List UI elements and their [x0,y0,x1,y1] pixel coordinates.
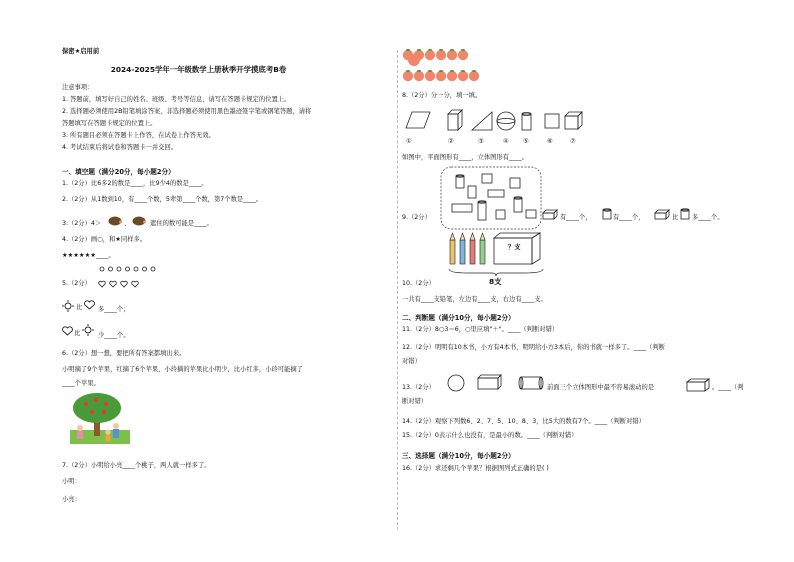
question-10-label: 10.（2分） [402,280,435,287]
exam-title: 2024-2025学年一年级数学上册秋季开学摸底考B卷 [110,65,287,74]
question-5-than: 比 [76,304,83,311]
question-5-less: 少____个。 [98,332,130,339]
cuboid-icon [542,210,558,220]
question-4: 4.（2分）画○，和★同样多。 [62,236,147,243]
note-line: 3. 所有题目必须在答题卡上作答，在试卷上作答无效。 [62,132,215,139]
question-15: 15.（2分）0表示什么也没有，是最小的数。____（判断对错） [402,432,578,439]
question-6-title: 6.（2分）想一想，要把所有答案都填出来。 [62,350,186,357]
block-pile [440,166,542,230]
sun-icon [82,324,94,336]
shape-number: ⑤ [523,138,529,145]
notes-header: 注意事项： [62,84,94,91]
heart-row [98,280,150,288]
question-6-blank: ____个苹果。 [62,380,100,387]
question-6-body: 小明摘了9个苹果，红摘了6个苹果，小玲摘的苹果比小明少，比小红多，小玲可能摘了 [62,366,303,373]
question-2: 2.（2分）从1数到10，有____个数，5辈第____个数，第7个数是____。 [62,196,263,203]
note-line: 1. 答题前，填写好自己的姓名、班级、考号等信息，请写在答题卡规定的位置上。 [62,96,291,103]
question-5-label: 5.（2分） [62,280,91,287]
question-9-you: 有____个， [560,214,592,221]
question-16: 16.（2分）求还剩几个苹果？根据图列式正确的是( ) [402,465,549,472]
cuboid-icon [686,378,710,392]
peach-rows [402,48,478,86]
question-7-xiaoming: 小明： [62,478,81,485]
shape-row [402,108,582,134]
total-brace [448,268,544,276]
question-12-end: 对错） [402,358,421,365]
question-11: 11.（2分）8○3＝6，○里应填"＋"。____（判断对错） [402,326,559,333]
shape-number: ③ [478,138,484,145]
hedgehog-icon [108,214,122,226]
question-13-text: 前面三个立体图形中最不容易滚动的是 [547,384,655,391]
question-5-than2: 比 [74,330,81,337]
cylinder-icon [602,208,612,220]
question-1: 1.（2分）比6多2的数是____，比9少4的数是____。 [62,180,208,187]
box-question-mark: ？支 [508,244,521,251]
question-13-end: 。____（判 [712,384,744,391]
question-9-you2: 有____个， [613,214,645,221]
note-line: 2. 选择题必须使用2B铅笔填涂答案，非选择题必须使用黑色墨迹签字笔或钢笔答题，请将 [62,108,312,115]
question-9-label: 9.（2分） [402,214,431,221]
question-7: 7.（2分）小明给小亮____个桃子，两人就一样多了。 [62,462,211,469]
question-7-xiaoliang: 小亮： [62,496,81,503]
shape-number: ⑦ [570,138,576,145]
sun-row [98,265,158,273]
shape-number: ④ [503,138,509,145]
question-10: 一共有____支铅笔，左边有____支，右边有____支。 [402,296,547,303]
section-title-choice: 三、选择题（满分10分，每小题2分） [402,452,515,460]
section-title-judge: 二、判断题（满分10分，每小题2分） [402,314,515,322]
note-line: 答题填写在答题卡规定的位置上。 [62,120,157,127]
question-14: 14.（2分）观察下列数6、2、7、5、10、8、3，比5大的数有7个。____（判断对错） [402,418,645,425]
apple-tree-picture [70,392,130,444]
question-8: 8.（2分）分一分，填一填。 [402,92,482,99]
heart-icon [62,326,73,336]
shape-number: ② [448,138,454,145]
question-5-more: 多____个； [98,306,130,313]
section-title-fill: 一、填空题（满分20分，每小题2分） [62,168,175,176]
question-9-duo: 多____个。 [692,214,724,221]
question-3-text: 3.（2分）4＞ [62,220,102,227]
total-label: 8支 [489,277,502,286]
question-13-end2: 断对错） [402,398,428,405]
question-9-bi: 比 [672,214,679,221]
question-12: 12.（2分）明明有10本书，小方有4本书，明明给小方3本后，你的书就一样多了。____（判断 [402,344,666,351]
hedgehog-icon [132,214,146,226]
shape-number: ⑥ [547,138,553,145]
secret-label: 保密★启用前 [62,48,100,55]
question-3-end: 遮住的数可能是____。 [150,220,213,227]
note-line: 4. 考试结束后将试卷和答题卡一并交回。 [62,144,178,151]
cuboid-icon [654,210,670,220]
sun-icon [62,300,74,312]
heart-icon [84,300,95,310]
pencils-and-box [448,232,544,266]
question-13-label: 13.（2分） [402,384,435,391]
question-3-sep: 、 [124,220,131,227]
cylinder-icon [680,208,690,220]
question-8-answer: 如图中，平面图形有____，立体图形有____。 [402,154,528,161]
column-divider [397,50,398,530]
shape-number: ① [406,138,412,145]
question-4-stars: ★★★★★★____。 [62,252,115,259]
